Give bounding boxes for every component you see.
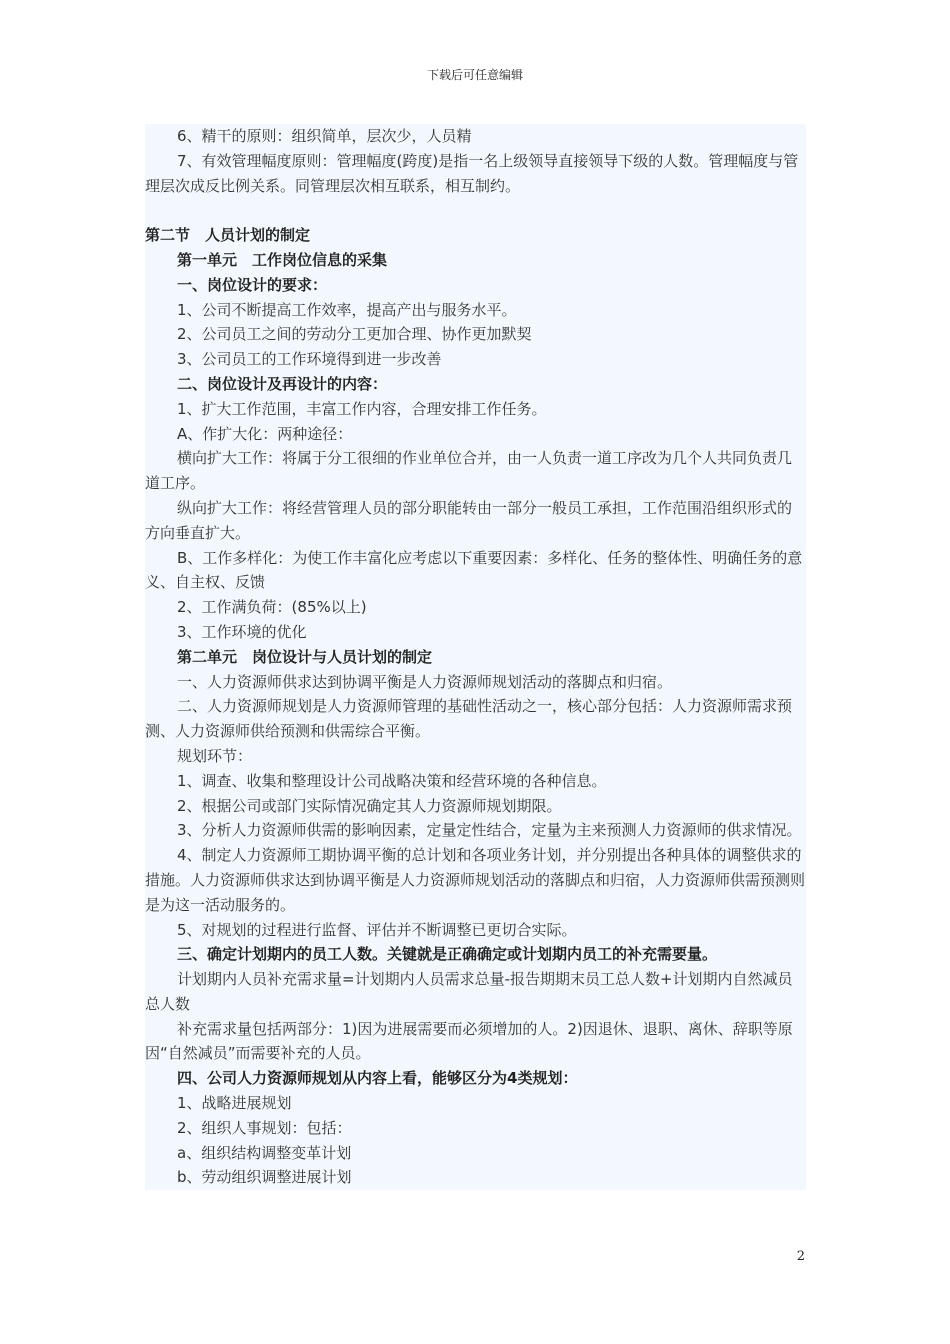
paragraph: 1、公司不断提高工作效率，提高产出与服务水平。 <box>177 300 517 319</box>
blank-line <box>145 198 806 223</box>
section-heading: 二、岗位设计及再设计的内容： <box>177 374 388 393</box>
paragraph: 3、分析人力资源师供需的影响因素，定量定性结合，定量为主来预测人力资源师的供求情况。 <box>177 821 802 840</box>
document-body <box>145 124 806 1190</box>
paragraph: 2、公司员工之间的劳动分工更加合理、协作更加默契 <box>177 325 532 344</box>
paragraph: 二、人力资源师规划是人力资源师管理的基础性活动之一，核心部分包括：人力资源师需求预测、人力资源师供给预测和供需综合平衡。 <box>145 697 793 741</box>
section-heading: 四、公司人力资源师规划从内容上看，能够区分为4类规划： <box>177 1069 578 1088</box>
section-heading: 第二节 人员计划的制定 <box>145 226 311 245</box>
paragraph: 2、工作满负荷：(85%以上) <box>177 598 367 617</box>
paragraph: 1、扩大工作范围，丰富工作内容，合理安排工作任务。 <box>177 399 547 418</box>
paragraph: 7、有效管理幅度原则：管理幅度(跨度)是指一名上级领导直接领导下级的人数。管理幅度与管理层次成反比例关系。同管理层次相互联系，相互制约。 <box>145 151 799 195</box>
page-number: 2 <box>796 1249 805 1264</box>
section-heading: 第一单元 工作岗位信息的采集 <box>177 250 388 269</box>
paragraph: a、组织结构调整变革计划 <box>177 1143 352 1162</box>
paragraph: 规划环节： <box>177 746 253 765</box>
paragraph: 横向扩大工作：将属于分工很细的作业单位合并，由一人负责一道工序改为几个人共同负责几道工序。 <box>145 449 793 493</box>
paragraph: 6、精干的原则：组织简单，层次少，人员精 <box>177 127 472 145</box>
paragraph: 3、公司员工的工作环境得到进一步改善 <box>177 350 442 369</box>
paragraph: 3、工作环境的优化 <box>177 622 307 641</box>
paragraph: 1、调查、收集和整理设计公司战略决策和经营环境的各种信息。 <box>177 771 607 790</box>
paragraph: b、劳动组织调整进展计划 <box>177 1168 352 1187</box>
paragraph: 计划期内人员补充需求量=计划期内人员需求总量-报告期期末员工总人数+计划期内自然减员总人数 <box>145 970 793 1013</box>
paragraph: B、工作多样化：为使工作丰富化应考虑以下重要因素：多样化、任务的整体性、明确任务的意义、自主权、反馈 <box>145 548 803 592</box>
paragraph: 纵向扩大工作：将经营管理人员的部分职能转由一部分一般员工承担，工作范围沿组织形式的方向垂直扩大。 <box>145 498 793 542</box>
paragraph: 一、人力资源师供求达到协调平衡是人力资源师规划活动的落脚点和归宿。 <box>177 672 673 691</box>
paragraph: 5、对规划的过程进行监督、评估并不断调整已更切合实际。 <box>177 920 577 939</box>
section-heading: 一、岗位设计的要求： <box>177 275 328 294</box>
paragraph: A、作扩大化：两种途径： <box>177 424 353 443</box>
paragraph: 2、组织人事规划：包括： <box>177 1118 352 1137</box>
section-heading: 第二单元 岗位设计与人员计划的制定 <box>177 647 433 666</box>
section-heading: 三、确定计划期内的员工人数。关键就是正确确定或计划期内员工的补充需要量。 <box>177 945 718 964</box>
page-header: 下载后可任意编辑 <box>426 68 523 82</box>
paragraph: 补充需求量包括两部分：1)因为进展需要而必须增加的人。2)因退休、退职、离休、辞职等原因“自然减员”而需要补充的人员。 <box>145 1019 793 1063</box>
paragraph: 2、根据公司或部门实际情况确定其人力资源师规划期限。 <box>177 796 562 815</box>
paragraph: 4、制定人力资源师工期协调平衡的总计划和各项业务计划，并分别提出各种具体的调整供求的措施。人力资源师供求达到协调平衡是人力资源师规划活动的落脚点和归宿，人力资源师供需预测则是为这一活动服务的。 <box>145 846 806 914</box>
paragraph: 1、战略进展规划 <box>177 1094 292 1113</box>
